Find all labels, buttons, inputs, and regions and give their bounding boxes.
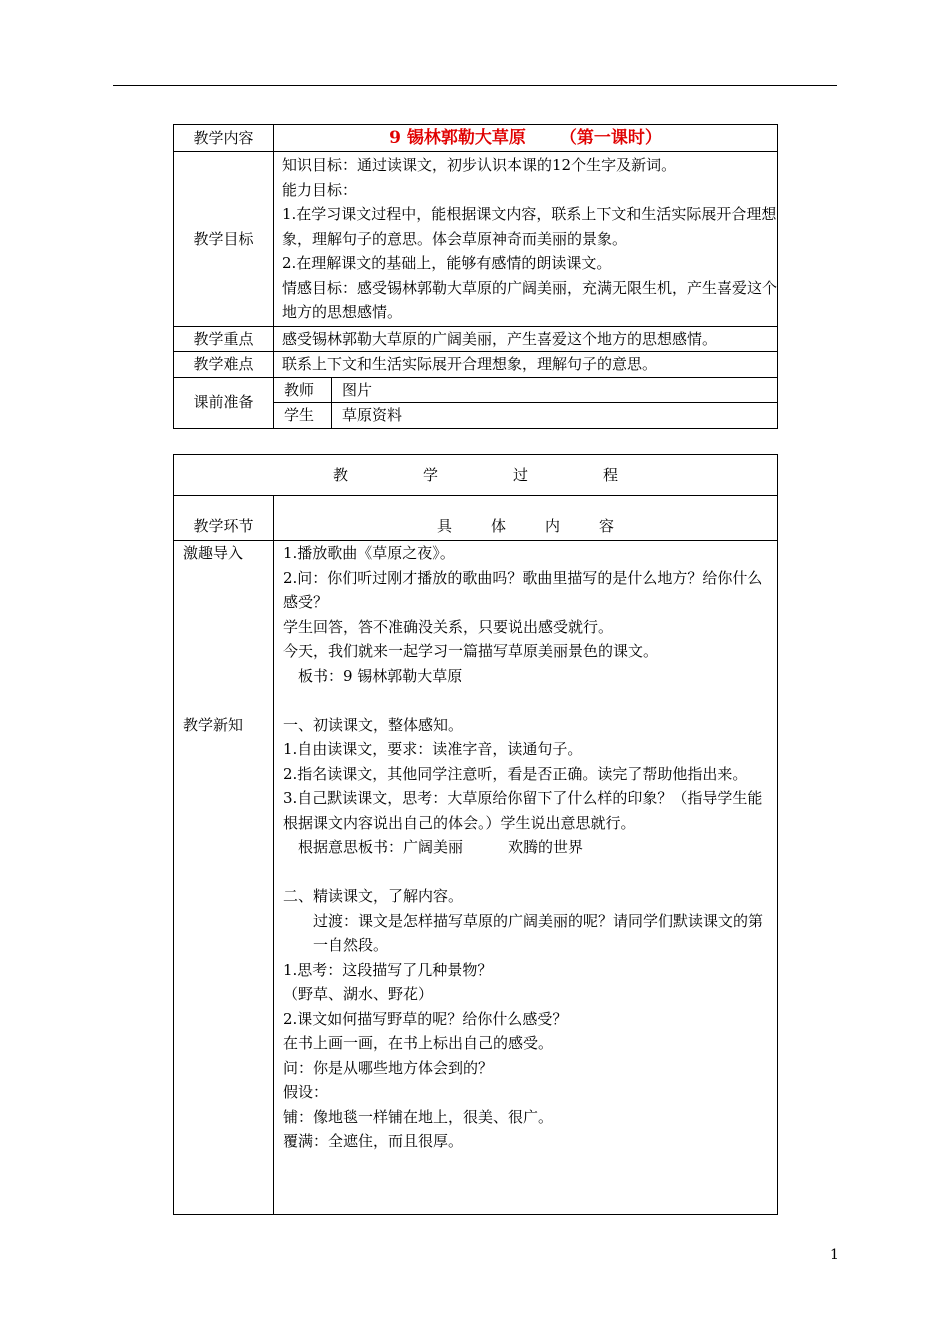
heading-char: 教 [332, 465, 348, 484]
lesson-title-main: 9 锡林郭勒大草原 [389, 127, 526, 148]
lesson-title [274, 125, 778, 152]
new-line: （野草、湖水、野花） [283, 985, 434, 1003]
header-char: 内 [544, 516, 560, 535]
prep-label: 课前准备 [174, 377, 274, 428]
new-line: 1.自由读课文，要求：读准字音，读通句子。 [283, 740, 583, 758]
new-line: 2.指名读课文，其他同学注意听，看是否正确。读完了帮助他指出来。 [283, 764, 748, 783]
lesson-title-session: （第一课时） [559, 127, 662, 148]
heading-char: 过 [512, 465, 528, 484]
process-heading [174, 455, 778, 496]
header-rule [113, 85, 837, 86]
process-table [173, 454, 778, 1215]
prep-row-teacher [174, 377, 778, 403]
goal-ability-2: 2.在理解课文的基础上，能够有感情的朗读课文。 [282, 254, 612, 272]
transition-line: 过渡：课文是怎样描写草原的广阔美丽的呢？请同学们默读课文的第一自然段。 [313, 911, 764, 954]
new-line: 2.课文如何描写野草的呢？给你什么感受？ [283, 1009, 568, 1028]
content-column [274, 541, 778, 1215]
intro-line: 今天，我们就来一起学习一篇描写草原美丽景色的课文。 [283, 642, 659, 660]
process-body-row [174, 541, 778, 1215]
stage-intro: 激趣导入 [183, 544, 244, 562]
intro-line: 学生回答，答不准确没关系，只要说出感受就行。 [283, 617, 614, 636]
goal-ability-heading: 能力目标： [282, 180, 358, 199]
stage-column [174, 541, 274, 1215]
column-header-row [174, 496, 778, 541]
new-line: 假设： [283, 1083, 329, 1101]
goals-row [174, 152, 778, 327]
content-label: 教学内容 [174, 125, 274, 152]
goals-content [274, 152, 778, 327]
new-line: 3.自己默读课文，思考：大草原给你留下了什么样的印象？（指导学生能根据课文内容说出自己的体会。）学生说出意思就行。 [283, 789, 763, 832]
board-note: 根据意思板书：广阔美丽 欢腾的世界 [298, 838, 584, 856]
lesson-info-table [173, 124, 778, 429]
intro-board-note: 板书：9 锡林郭勒大草原 [298, 666, 463, 685]
prep-role: 教师 [274, 377, 332, 403]
key-label: 教学重点 [174, 326, 274, 352]
content-row [174, 125, 778, 152]
section-heading: 二、精读课文，了解内容。 [283, 887, 464, 905]
stage-new-knowledge: 教学新知 [183, 715, 244, 734]
new-line: 1.思考：这段描写了几种景物？ [283, 960, 493, 979]
goals-label: 教学目标 [174, 152, 274, 327]
section-heading: 一、初读课文，整体感知。 [283, 715, 464, 734]
header-char: 具 [436, 516, 452, 535]
key-row [174, 326, 778, 352]
heading-char: 程 [602, 465, 618, 484]
key-point: 感受锡林郭勒大草原的广阔美丽，产生喜爱这个地方的思想感情。 [274, 326, 778, 352]
intro-line: 1.播放歌曲《草原之夜》。 [283, 544, 455, 562]
new-line: 在书上画一画，在书上标出自己的感受。 [283, 1034, 554, 1052]
content-column-header [274, 496, 778, 541]
stage-column-header: 教学环节 [174, 496, 274, 541]
intro-line: 2.问：你们听过刚才播放的歌曲吗？歌曲里描写的是什么地方？给你什么感受？ [283, 568, 763, 611]
goal-knowledge: 知识目标：通过读课文，初步认识本课的12个生字及新词。 [282, 156, 677, 174]
process-heading-row [174, 455, 778, 496]
difficulty-point: 联系上下文和生活实际展开合理想象，理解句子的意思。 [274, 352, 778, 378]
goal-ability-1: 1.在学习课文过程中，能根据课文内容，联系上下文和生活实际展开合理想象，理解句子的意思。体会草原神奇而美丽的景象。 [282, 205, 777, 248]
prep-item: 图片 [332, 377, 778, 403]
goal-emotion: 情感目标：感受锡林郭勒大草原的广阔美丽，充满无限生机，产生喜爱这个地方的思想感情。 [282, 278, 778, 321]
prep-role: 学生 [274, 403, 332, 429]
heading-char: 学 [422, 465, 438, 484]
difficulty-row [174, 352, 778, 378]
prep-item: 草原资料 [332, 403, 778, 429]
page-number: 1 [830, 1247, 839, 1263]
header-char: 容 [598, 516, 614, 535]
new-line: 覆满：全遮住，而且很厚。 [283, 1132, 464, 1150]
new-line: 问：你是从哪些地方体会到的？ [283, 1058, 494, 1077]
header-char: 体 [490, 516, 506, 535]
difficulty-label: 教学难点 [174, 352, 274, 378]
new-line: 铺：像地毯一样铺在地上，很美、很广。 [283, 1107, 554, 1126]
